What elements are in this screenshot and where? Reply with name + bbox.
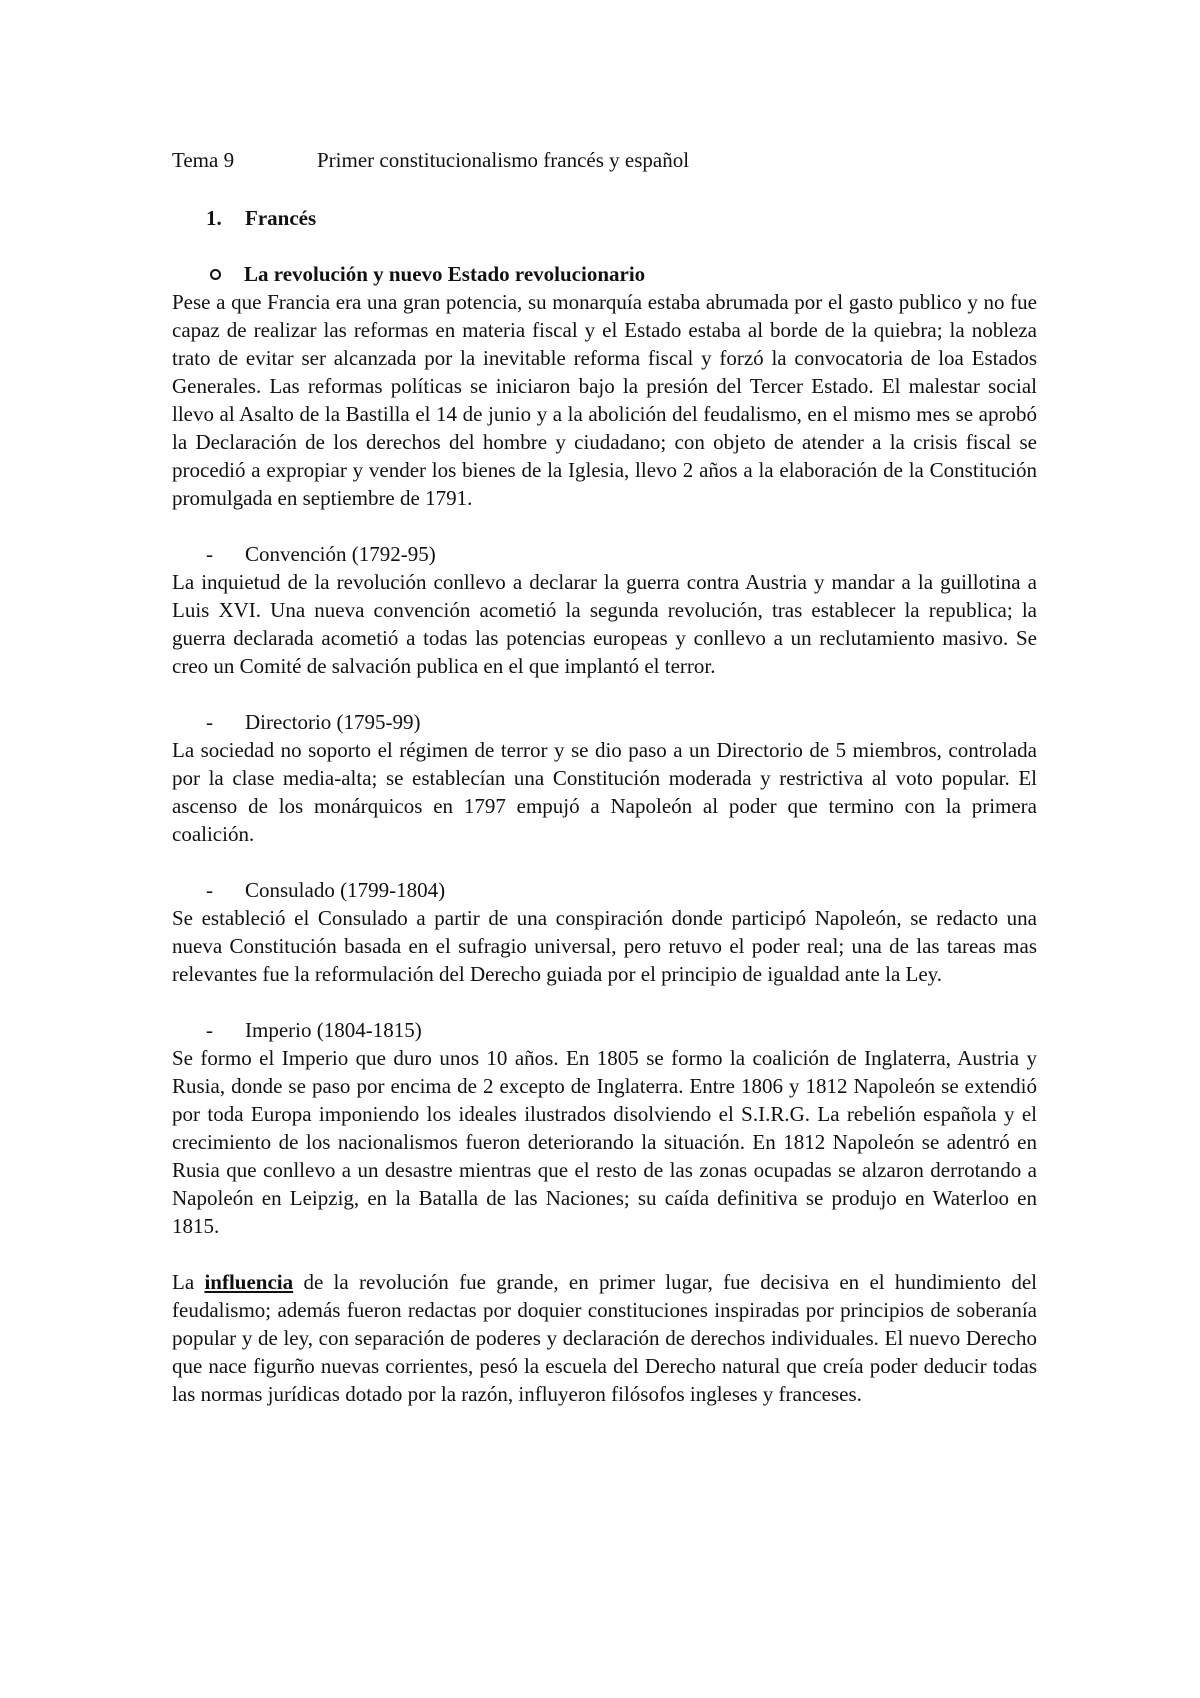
dash-bullet: -: [206, 542, 213, 566]
influence-paragraph: [172, 1268, 1037, 1408]
section-title: Francés: [245, 206, 317, 230]
period-paragraph: La sociedad no soporto el régimen de terror y se dio paso a un Directorio de 5 miembros, controlada por la clase media-alta; se establecían una Constitución moderada y restrictiva al voto popular. El ascenso de los monárquicos en 1797 empujó a Napoleón al poder que termino con la primera coalición.: [172, 738, 1037, 846]
topic-header: [172, 146, 1037, 174]
subsection-heading: [210, 260, 1037, 288]
influence-text: de la revolución fue grande, en primer lugar, fue decisiva en el hundimiento del feudalismo; además fueron redactas por doquier constituciones inspiradas por principios de soberanía popular y de ley, con separación de poderes y declaración de derechos individuales. El nuevo Derecho que nace figurño nuevas corrientes, pesó la escuela del Derecho natural que creía poder deducir todas las normas jurídicas dotado por la razón, influyeron filósofos ingleses y franceses.: [172, 1270, 1037, 1406]
period-heading: [206, 708, 1037, 736]
period-title: Convención (1792-95): [245, 542, 436, 566]
subsection-paragraph: Pese a que Francia era una gran potencia, su monarquía estaba abrumada por el gasto publico y no fue capaz de realizar las reformas en materia fiscal y el Estado estaba al borde de la quiebra; la nobleza trato de evitar ser alcanzada por la inevitable reforma fiscal y forzó la convocatoria de loa Estados Generales. Las reformas políticas se iniciaron bajo la presión del Tercer Estado. El malestar social llevo al Asalto de la Bastilla el 14 de junio y a la abolición del feudalismo, en el mismo mes se aprobó la Declaración de los derechos del hombre y ciudadano; con objeto de atender a la crisis fiscal se procedió a expropiar y vender los bienes de la Iglesia, llevo 2 años a la elaboración de la Constitución promulgada en septiembre de 1791.: [172, 290, 1037, 510]
period-paragraph: Se formo el Imperio que duro unos 10 años. En 1805 se formo la coalición de Inglaterra, Austria y Rusia, donde se paso por encima de 2 excepto de Inglaterra. Entre 1806 y 1812 Napoleón se extendió por toda Europa imponiendo los ideales ilustrados disolviendo el S.I.R.G. La rebelión española y el crecimiento de los nacionalismos fueron deteriorando la situación. En 1812 Napoleón se adentró en Rusia que conllevo a un desastre mientras que el resto de las zonas ocupadas se alzaron derrotando a Napoleón en Leipzig, en la Batalla de las Naciones; su caída definitiva se produjo en Waterloo en 1815.: [172, 1046, 1037, 1238]
period-title: Directorio (1795-99): [245, 710, 421, 734]
period-paragraph: La inquietud de la revolución conllevo a declarar la guerra contra Austria y mandar a la guillotina a Luis XVI. Una nueva convención acometió la segunda revolución, tras establecer la republica; la guerra declarada acometió a todas las potencias europeas y conllevo a un reclutamiento masivo. Se creo un Comité de salvación publica en el que implantó el terror.: [172, 570, 1037, 678]
period-heading: [206, 1016, 1037, 1044]
period-title: Imperio (1804-1815): [245, 1018, 422, 1042]
period-heading: [206, 876, 1037, 904]
dash-bullet: -: [206, 878, 213, 902]
influence-lead: La: [172, 1270, 195, 1294]
period-paragraph: Se estableció el Consulado a partir de una conspiración donde participó Napoleón, se redacto una nueva Constitución basada en el sufragio universal, pero retuvo el poder real; una de las tareas mas relevantes fue la reformulación del Derecho guiada por el principio de igualdad ante la Ley.: [172, 906, 1037, 986]
dash-bullet: -: [206, 1018, 213, 1042]
document-content: [172, 146, 1037, 1436]
circle-bullet-icon: [210, 269, 221, 280]
dash-bullet: -: [206, 710, 213, 734]
topic-number: Tema 9: [172, 148, 235, 172]
influence-keyword: influencia: [204, 1270, 294, 1294]
subsection-title: La revolución y nuevo Estado revolucionario: [244, 262, 646, 286]
period-title: Consulado (1799-1804): [245, 878, 446, 902]
topic-title: Primer constitucionalismo francés y español: [317, 148, 690, 172]
period-heading: [206, 540, 1037, 568]
section-heading: [206, 204, 1037, 232]
section-number: 1.: [206, 206, 222, 230]
